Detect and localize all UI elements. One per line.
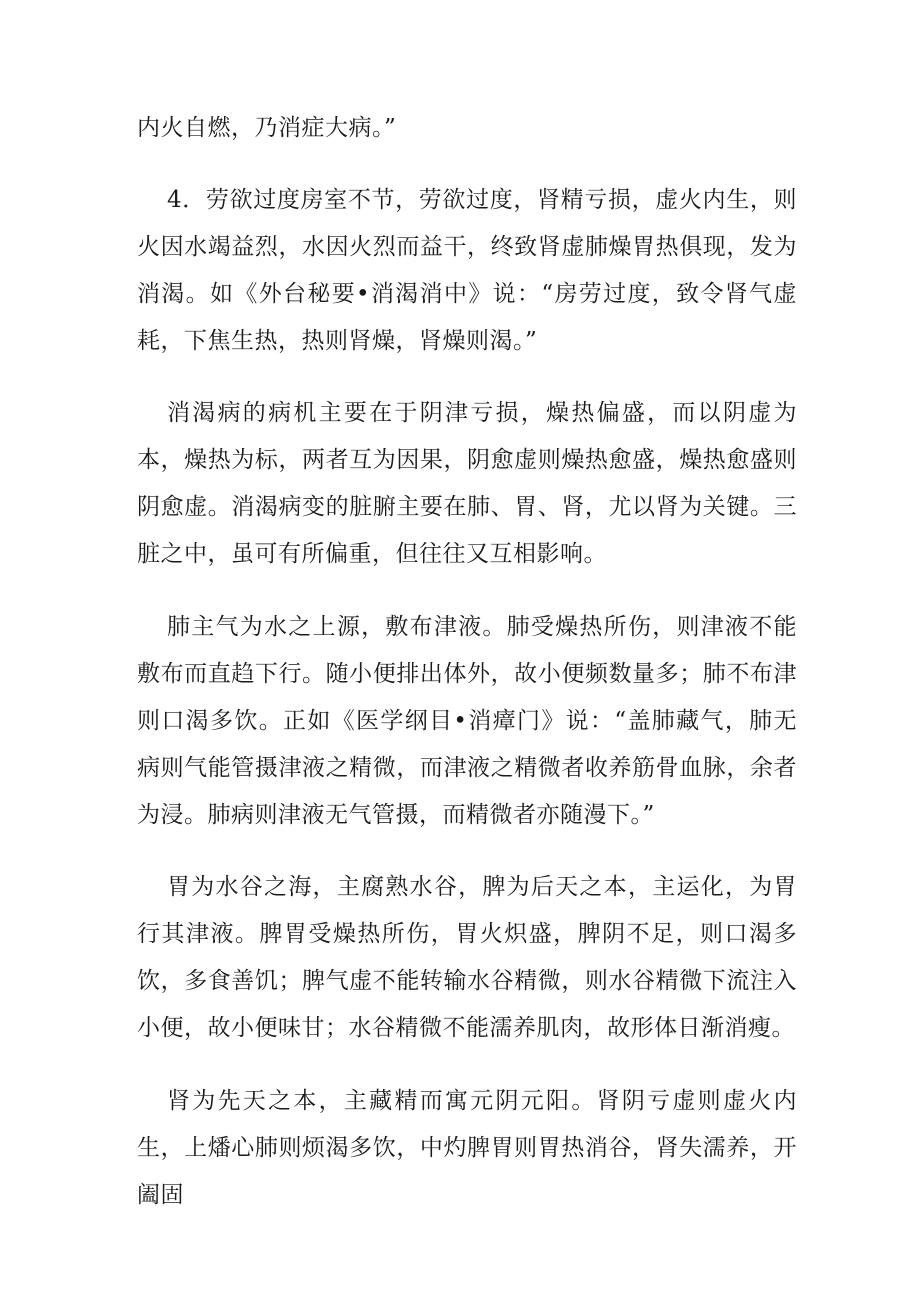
paragraph-stomach-spleen: 胃为水谷之海，主腐熟水谷，脾为后天之本，主运化，为胃行其津液。脾胃受燥热所伤，胃火炽盛，脾阴不足，则口渴多饮，多食善饥；脾气虚不能转输水谷精微，则水谷精微下流注入小便，故小便味甘；水谷精微不能濡养肌肉，故形体日渐消瘦。 (137, 874, 797, 1041)
paragraph-lung: 肺主气为水之上源，敷布津液。肺受燥热所伤，则津液不能敷布而直趋下行。随小便排出体外，故小便频数量多；肺不布津则口渴多饮。正如《医学纲目•消瘴门》说：“盖肺藏气，肺无病则气能管摄津液之精微，而津液之精微者收养筋骨血脉，余者为浸。肺病则津液无气管摄，而精微者亦随漫下。” (137, 614, 797, 828)
paragraph-pathogenesis: 消渴病的病机主要在于阴津亏损，燥热偏盛，而以阴虚为本，燥热为标，两者互为因果，阴愈虚则燥热愈盛，燥热愈盛则阴愈虚。消渴病变的脏腑主要在肺、胃、肾，尤以肾为关键。三脏之中，虽可有所偏重，但往往又互相影响。 (137, 400, 797, 567)
paragraph-overwork-cause: 4．劳欲过度房室不节，劳欲过度，肾精亏损，虚火内生，则火因水竭益烈，水因火烈而益干，终致肾虚肺燥胃热俱现，发为消渴。如《外台秘要•消渴消中》说：“房劳过度，致令肾气虚耗，下焦生热，热则肾燥，肾燥则渴。” (137, 187, 797, 354)
paragraph-kidney: 肾为先天之本，主藏精而寓元阴元阳。肾阴亏虚则虚火内生，上燔心肺则烦渴多饮，中灼脾胃则胃热消谷，肾失濡养，开阖固 (137, 1088, 797, 1208)
paragraph-continuation: 内火自燃，乃消症大病。” (137, 115, 397, 141)
